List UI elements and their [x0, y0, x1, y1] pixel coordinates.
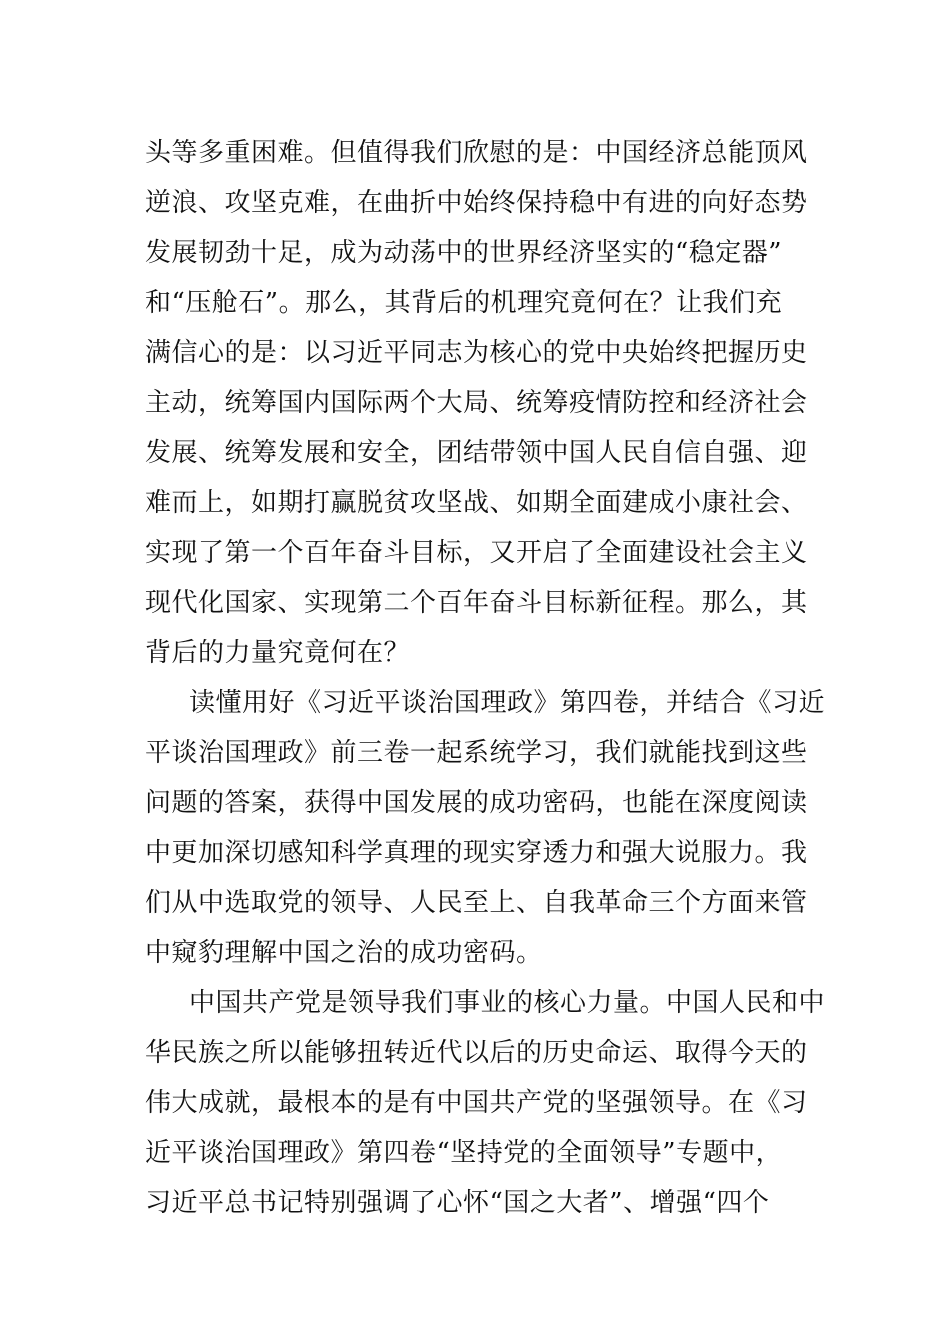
text-line: 实现了第一个百年奋斗目标，又开启了全面建设社会主义: [145, 538, 808, 568]
paragraph-first-line: 中国共产党是领导我们事业的核心力量。中国人民和中: [189, 988, 826, 1018]
text-line: 和“压舱石”。那么，其背后的机理究竟何在？让我们充: [145, 288, 783, 318]
text-line: 背后的力量究竟何在？: [145, 638, 411, 668]
text-line: 近平谈治国理政》第四卷“坚持党的全面领导”专题中，: [145, 1138, 783, 1168]
text-line: 主动，统筹国内国际两个大局、统筹疫情防控和经济社会: [145, 388, 808, 418]
text-line: 逆浪、攻坚克难，在曲折中始终保持稳中有进的向好态势: [145, 188, 808, 218]
text-line: 习近平总书记特别强调了心怀“国之大者”、增强“四个: [145, 1188, 770, 1218]
text-line: 平谈治国理政》前三卷一起系统学习，我们就能找到这些: [145, 738, 808, 768]
text-line: 满信心的是：以习近平同志为核心的党中央始终把握历史: [145, 338, 808, 368]
text-line: 中窥豹理解中国之治的成功密码。: [145, 938, 543, 968]
body-text: [145, 128, 826, 1228]
text-line: 华民族之所以能够扭转近代以后的历史命运、取得今天的: [145, 1038, 808, 1068]
text-line: 发展韧劲十足，成为动荡中的世界经济坚实的“稳定器”: [145, 238, 783, 268]
text-line: 们从中选取党的领导、人民至上、自我革命三个方面来管: [145, 888, 808, 918]
text-line: 中更加深切感知科学真理的现实穿透力和强大说服力。我: [145, 838, 808, 868]
text-line: 头等多重困难。但值得我们欣慰的是：中国经济总能顶风: [145, 138, 808, 168]
text-line: 难而上，如期打赢脱贫攻坚战、如期全面建成小康社会、: [145, 488, 808, 518]
text-line: 问题的答案，获得中国发展的成功密码，也能在深度阅读: [145, 788, 808, 818]
paragraph-first-line: 读懂用好《习近平谈治国理政》第四卷，并结合《习近: [189, 688, 826, 718]
text-line: 现代化国家、实现第二个百年奋斗目标新征程。那么，其: [145, 588, 808, 618]
text-line: 伟大成就，最根本的是有中国共产党的坚强领导。在《习: [145, 1088, 808, 1118]
text-line: 发展、统筹发展和安全，团结带领中国人民自信自强、迎: [145, 438, 808, 468]
